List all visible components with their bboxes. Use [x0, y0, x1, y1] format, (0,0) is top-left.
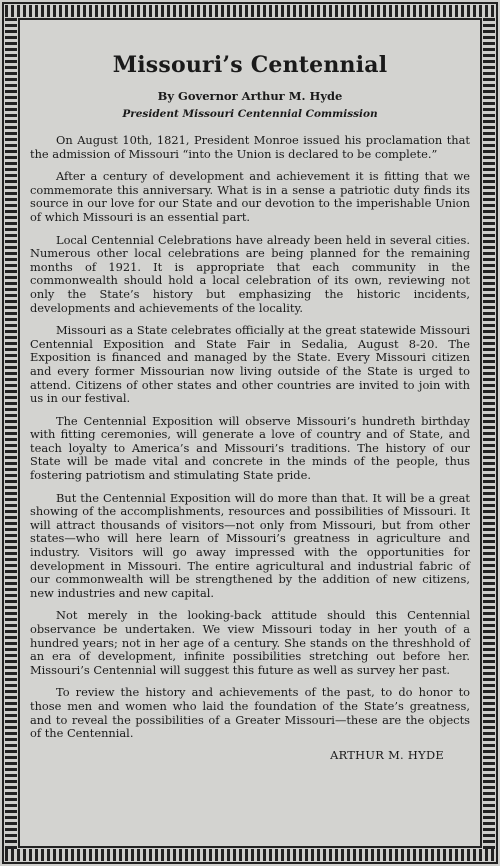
article — [30, 52, 470, 762]
article-title: Missouri’s Centennial — [112, 52, 388, 78]
author-office: President Missouri Centennial Commission — [122, 108, 378, 120]
paragraph: Missouri as a State celebrates officially at the great statewide Missouri Centennial Exposition and State Fair in Sedalia, August 8-20. The Exposition is financed and managed by the State. Every Missouri citizen and every former Missourian now living outside of the State is urged to attend. Citizens of other states and other countries are invited to join with us in our festival. — [30, 323, 470, 406]
paragraph: But the Centennial Exposition will do more than that. It will be a great showing of the accomplishments, resources and possibilities of Missouri. It will attract thousands of visitors—not only from Missouri, but from other states—who will here learn of Missouri’s greatness in agriculture and industry. Visitors will go away impressed with the opportunities for development in Missouri. The entire agricultural and industrial fabric of our commonwealth will be strengthened by the addition of new citizens, new industries and new capital. — [30, 490, 470, 600]
paragraph: After a century of development and achievement it is fitting that we commemorate this anniversary. What is in a sense a patriotic duty finds its source in our love for our State and our devotion to the imperishable Union of which Missouri is an essential part. — [30, 169, 470, 224]
paragraph: Local Centennial Celebrations have already been held in several cities. Numerous other local celebrations are being planned for the remaining months of 1921. It is appropriate that each community in the commonwealth should hold a local celebration of its own, reviewing not only the State’s history but emphasizing the historic incidents, developments and achievements of the locality. — [30, 232, 470, 315]
paragraph: The Centennial Exposition will observe Missouri’s hundreth birthday with fitting ceremonies, will generate a love of country and of State, and teach loyalty to America’s and Missouri’s traditions. The history of our State will be made vital and concrete in the minds of the people, thus fostering patriotism and stimulating State pride. — [30, 413, 470, 483]
paragraph: Not merely in the looking-back attitude should this Centennial observance be undertaken. We view Missouri today in her youth of a hundred years; not in her age of a century. She stands on the threshhold of an era of development, infinite possibilities stretching out before her. Missouri’s Centennial will suggest this future as well as survey her past. — [30, 608, 470, 677]
article-byline: By Governor Arthur M. Hyde — [157, 89, 343, 103]
paragraph: To review the history and achievements of the past, to do honor to those men and women who laid the foundation of the State’s greatness, and to reveal the possibilities of a Greater Missouri—these are the objects of the Centennial. — [30, 685, 470, 741]
article-body — [30, 134, 470, 741]
signature: ARTHUR M. HYDE — [330, 747, 444, 762]
paragraph: On August 10th, 1821, President Monroe issued his proclamation that the admission of Missouri “into the Union is declared to be complete.” — [30, 133, 470, 161]
